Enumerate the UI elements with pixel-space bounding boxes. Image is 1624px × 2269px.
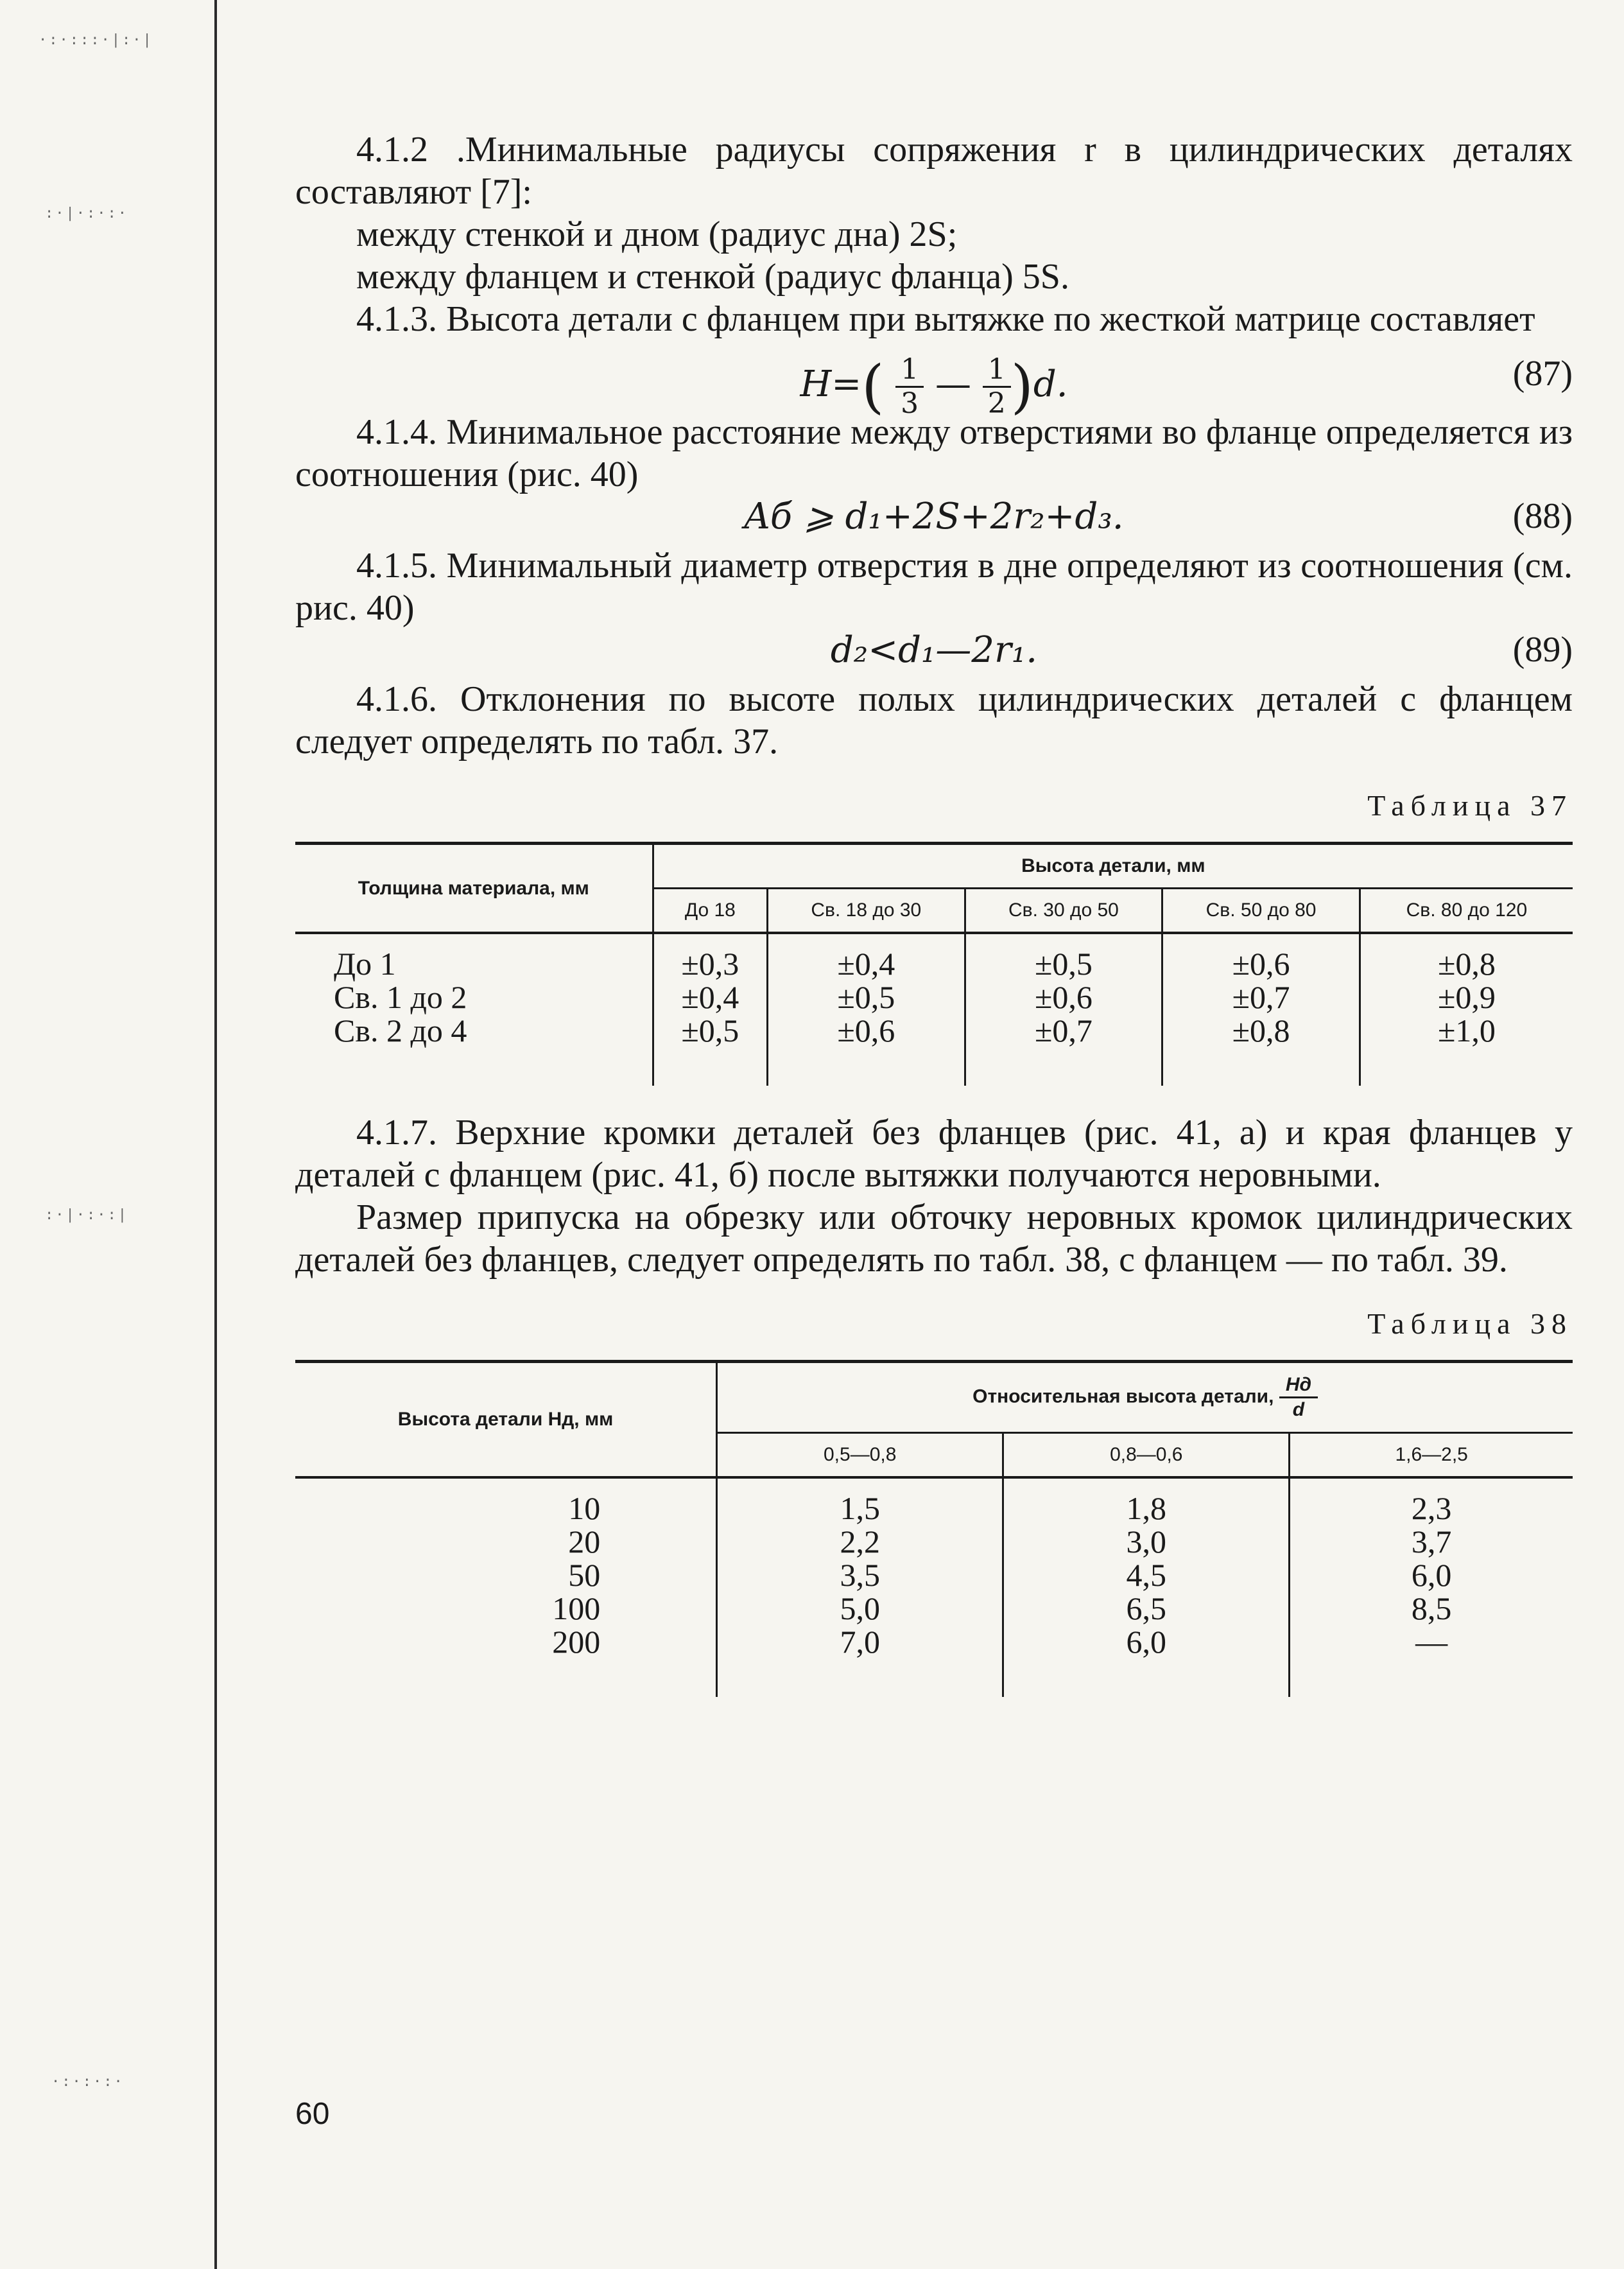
table-cell: ±0,6 xyxy=(1232,946,1290,982)
table-38-header-relative xyxy=(717,1362,1573,1433)
formula-87: H=( $\frac{1}{3}$ — $\frac{1}{2}$ )d. (87) xyxy=(800,353,1573,421)
row-label: 100 xyxy=(552,1590,601,1626)
table-cell: ±0,4 xyxy=(681,979,739,1015)
table-38-subheader: 0,5—0,8 xyxy=(717,1433,1003,1478)
paragraph-4-1-2: 4.1.2 .Минимальные радиусы сопряжения r в цилиндрических деталях составляют [7]: xyxy=(295,130,1573,212)
row-label: 200 xyxy=(552,1624,601,1660)
table-cell: 8,5 xyxy=(1411,1590,1452,1626)
fraction-numerator: Hд xyxy=(1279,1373,1318,1398)
table-cell: ±0,4 xyxy=(837,946,895,982)
formula-number: (89) xyxy=(1512,630,1573,670)
table-cell: ±0,8 xyxy=(1232,1013,1290,1048)
table-cell: — xyxy=(1415,1624,1448,1660)
formula-87-rhs: d. xyxy=(1033,363,1068,405)
fraction-hd-over-d xyxy=(1279,1373,1318,1421)
table-37-header-thickness: Толщина материала, мм xyxy=(295,844,653,934)
fraction-one-half xyxy=(983,354,1011,420)
table-row xyxy=(295,1477,1573,1697)
table-cell: 1,8 xyxy=(1126,1490,1167,1526)
paragraph-4-1-7: 4.1.7. Верхние кромки деталей без фланцев (рис. 41, а) и края фланцев у деталей с фланцем (рис. 41, б) после вытяжки получаются неровными. xyxy=(295,1113,1573,1195)
paragraph-4-1-2-a: между стенкой и дном (радиус дна) 2S; xyxy=(356,214,958,254)
formula-88 xyxy=(295,496,1573,544)
scan-noise: ·:·:::·|:·| xyxy=(39,32,153,48)
formula-87-lhs: H= xyxy=(800,363,862,405)
table-cell: ±0,5 xyxy=(1034,946,1093,982)
table-38-col xyxy=(1003,1477,1290,1697)
table-cell: ±0,8 xyxy=(1437,946,1496,982)
paragraph-4-1-6: 4.1.6. Отклонения по высоте полых цилиндрических деталей с фланцем следует определять по табл. 37. xyxy=(295,679,1573,761)
table-cell: 6,0 xyxy=(1411,1557,1452,1593)
table-37 xyxy=(295,842,1573,1086)
formula-number: (88) xyxy=(1512,496,1573,536)
table-cell: ±0,7 xyxy=(1034,1013,1093,1048)
formula-89-expr: d₂<d₁—2r₁. xyxy=(830,629,1038,671)
page-number: 60 xyxy=(295,2097,330,2131)
minus-sign: — xyxy=(935,363,971,405)
row-label: 20 xyxy=(568,1524,601,1560)
table-row xyxy=(295,933,1573,1086)
table-cell: 3,0 xyxy=(1126,1524,1167,1560)
table-cell: 3,7 xyxy=(1411,1524,1452,1560)
table-37-subheader: Св. 50 до 80 xyxy=(1162,889,1360,934)
paragraph-4-1-7-b: Размер припуска на обрезку или обточку неровных кромок цилиндрических деталей без фланцев, следует определять по табл. 38, с фланцем — по табл. 39. xyxy=(295,1197,1573,1280)
table-38-row-labels xyxy=(295,1477,717,1697)
row-label: Св. 1 до 2 xyxy=(334,979,467,1015)
table-38-header-height-label: Высота детали Hд, мм xyxy=(397,1409,614,1430)
table-cell: 6,0 xyxy=(1126,1624,1167,1660)
table-37-col xyxy=(653,933,767,1086)
table-cell: 3,5 xyxy=(840,1557,880,1593)
scan-noise: :·|·:·:| xyxy=(45,1207,128,1223)
table-cell: ±1,0 xyxy=(1437,1013,1496,1048)
paragraph-4-1-5: 4.1.5. Минимальный диаметр отверстия в дне определяют из соотношения (см. рис. 40) xyxy=(295,546,1573,628)
table-37-header-height: Высота детали, мм xyxy=(653,844,1573,889)
table-37-row-labels xyxy=(295,933,653,1086)
table-37-col xyxy=(965,933,1162,1086)
row-label: До 1 xyxy=(334,946,396,982)
fraction-denominator: d xyxy=(1292,1399,1305,1420)
table-37-subheader: Св. 18 до 30 xyxy=(767,889,965,934)
table-cell: 1,5 xyxy=(840,1490,880,1526)
table-cell: 7,0 xyxy=(840,1624,880,1660)
fraction-denominator: 3 xyxy=(901,387,919,420)
table-37-col xyxy=(767,933,965,1086)
scan-noise: ·:·:·:· xyxy=(51,2074,125,2090)
table-37-subheader: Св. 30 до 50 xyxy=(965,889,1162,934)
table-38-header-relative-label: Относительная высота детали, xyxy=(972,1386,1274,1407)
row-label: 10 xyxy=(568,1490,601,1526)
formula-89 xyxy=(295,629,1573,678)
table-38-caption: Таблица 38 xyxy=(1367,1307,1573,1340)
paragraph-4-1-3: 4.1.3. Высота детали с фланцем при вытяжке по жесткой матрице составляет xyxy=(356,299,1535,339)
fraction-numerator: 1 xyxy=(983,354,1011,388)
table-38-header-height xyxy=(295,1362,717,1478)
page-content xyxy=(295,128,1573,1697)
table-37-subheader: До 18 xyxy=(653,889,767,934)
table-38-subheader: 0,8—0,6 xyxy=(1003,1433,1290,1478)
fraction-denominator: 2 xyxy=(987,387,1006,420)
table-37-col xyxy=(1360,933,1573,1086)
table-cell: 2,2 xyxy=(840,1524,880,1560)
table-cell: ±0,6 xyxy=(1034,979,1093,1015)
table-38-col xyxy=(717,1477,1003,1697)
table-cell: ±0,6 xyxy=(837,1013,895,1048)
formula-88-expr: Aб ⩾ d₁+2S+2r₂+d₃. xyxy=(744,496,1124,537)
row-label: 50 xyxy=(568,1557,601,1593)
table-cell: 2,3 xyxy=(1411,1490,1452,1526)
table-cell: 4,5 xyxy=(1126,1557,1167,1593)
table-37-col xyxy=(1162,933,1360,1086)
scan-noise: :·|·:·:· xyxy=(45,205,128,222)
row-label: Св. 2 до 4 xyxy=(334,1013,467,1048)
table-37-caption: Таблица 37 xyxy=(1367,789,1573,822)
fraction-numerator: 1 xyxy=(895,354,924,388)
table-cell: ±0,5 xyxy=(681,1013,739,1048)
paragraph-4-1-2-b: между фланцем и стенкой (радиус фланца) 5S. xyxy=(356,257,1069,297)
table-cell: 6,5 xyxy=(1126,1590,1167,1626)
table-cell: ±0,9 xyxy=(1437,979,1496,1015)
table-38-col xyxy=(1290,1477,1573,1697)
fraction-one-third xyxy=(895,354,924,420)
formula-number: (87) xyxy=(1512,354,1573,394)
table-37-subheader: Св. 80 до 120 xyxy=(1360,889,1573,934)
paragraph-4-1-4: 4.1.4. Минимальное расстояние между отверстиями во фланце определяется из соотношения (рис. 40) xyxy=(295,412,1573,494)
table-cell: ±0,5 xyxy=(837,979,895,1015)
table-38 xyxy=(295,1360,1573,1697)
table-cell: ±0,3 xyxy=(681,946,739,982)
table-cell: 5,0 xyxy=(840,1590,880,1626)
binding-edge xyxy=(214,0,217,2269)
table-38-subheader: 1,6—2,5 xyxy=(1290,1433,1573,1478)
table-cell: ±0,7 xyxy=(1232,979,1290,1015)
